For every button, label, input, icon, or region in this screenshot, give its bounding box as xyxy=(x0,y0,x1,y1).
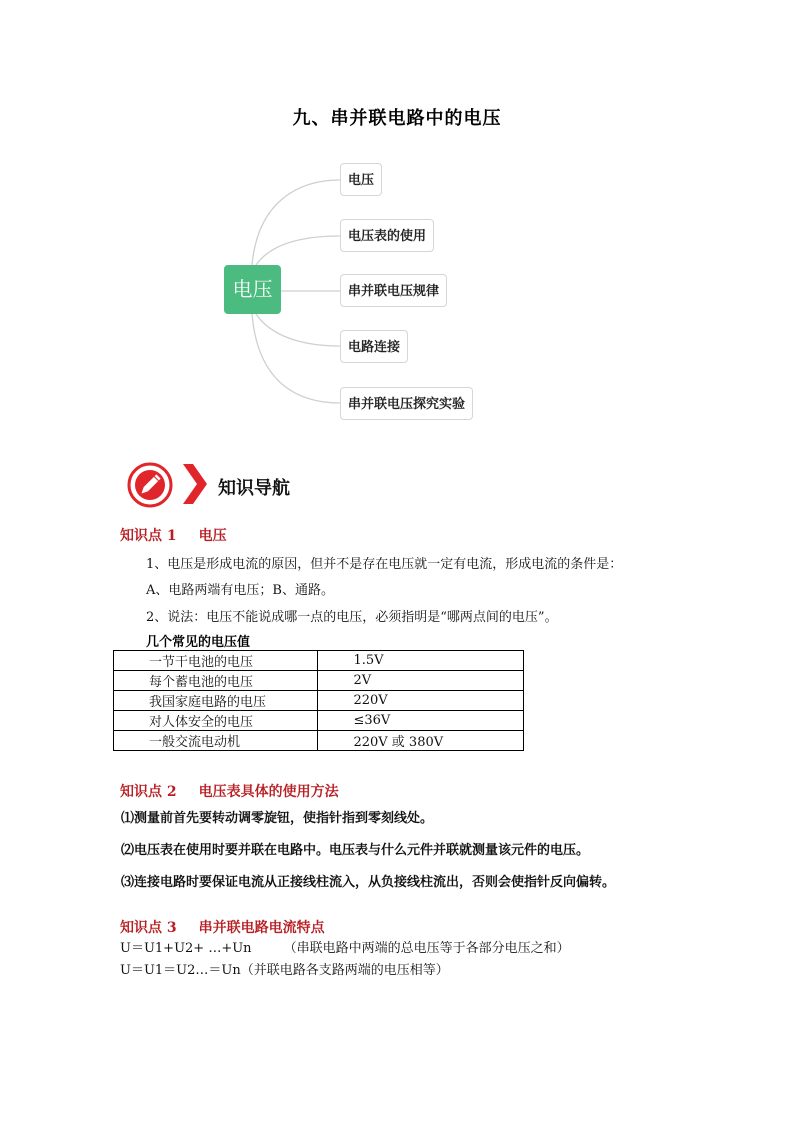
table-cell-label: 我国家庭电路的电压 xyxy=(114,691,318,711)
kp1-line-1: 1、电压是形成电流的原因，但并不是存在电压就一定有电流，形成电流的条件是： xyxy=(146,557,623,572)
kp3-title: 串并联电路电流特点 xyxy=(198,920,325,936)
kp2-number: 知识点 2 xyxy=(120,784,177,800)
formula-series-note: （串联电路中两端的总电压等于各部分电压之和） xyxy=(283,941,570,956)
kp3-formula-2 xyxy=(120,959,449,978)
kp2-item-3: ⑶连接电路时要保证电流从正接线柱流入，从负接线柱流出，否则会使指针反向偏转。 xyxy=(121,875,616,890)
mindmap-branch-series-parallel-rule[interactable]: 串并联电压规律 xyxy=(340,274,447,307)
voltage-table xyxy=(113,650,524,751)
kp1-line-2: A、电路两端有电压；B、通路。 xyxy=(146,583,334,598)
mindmap-branch-voltmeter-use[interactable]: 电压表的使用 xyxy=(340,219,434,252)
kp2-title: 电压表具体的使用方法 xyxy=(198,784,339,800)
kp1-title: 电压 xyxy=(198,528,227,544)
mindmap-branch-circuit-connection[interactable]: 电路连接 xyxy=(340,330,408,363)
table-cell-value: 2V xyxy=(318,671,524,691)
pencil-circle-icon xyxy=(127,462,173,508)
table-cell-label: 一般交流电动机 xyxy=(114,731,318,751)
kp2-item-2: ⑵电压表在使用时要并联在电路中。电压表与什么元件并联就测量该元件的电压。 xyxy=(121,843,590,858)
kp3-number: 知识点 3 xyxy=(120,920,177,936)
table-row xyxy=(114,711,524,731)
table-cell-value: 1.5V xyxy=(318,651,524,671)
kp2-item-1: ⑴测量前首先要转动调零旋钮，使指针指到零刻线处。 xyxy=(121,811,434,826)
kp2-heading xyxy=(120,781,339,801)
table-cell-value: ≤36V xyxy=(318,711,524,731)
table-cell-value: 220V xyxy=(318,691,524,711)
chevron-right-icon xyxy=(181,464,207,504)
kp3-heading xyxy=(120,917,325,937)
kp3-formula-1 xyxy=(120,937,570,956)
formula-series: U＝U1+U2+ …+Un xyxy=(120,941,252,956)
table-cell-label: 对人体安全的电压 xyxy=(114,711,318,731)
mindmap-branch-voltage[interactable]: 电压 xyxy=(340,163,382,196)
table-cell-label: 每个蓄电池的电压 xyxy=(114,671,318,691)
mindmap-center-node[interactable]: 电压 xyxy=(224,265,281,314)
table-cell-value: 220V 或 380V xyxy=(318,731,524,751)
table-row xyxy=(114,691,524,711)
kp1-heading xyxy=(120,525,227,545)
page-title: 九、串并联电路中的电压 xyxy=(292,108,502,129)
mindmap-branch-experiment[interactable]: 串并联电压探究实验 xyxy=(340,387,473,420)
formula-parallel: U＝U1＝U2…＝Un xyxy=(120,963,241,978)
table-title: 几个常见的电压值 xyxy=(146,635,251,650)
table-row xyxy=(114,651,524,671)
formula-parallel-note: （并联电路各支路两端的电压相等） xyxy=(240,963,449,978)
table-row xyxy=(114,731,524,751)
section-title: 知识导航 xyxy=(218,478,290,499)
table-cell-label: 一节干电池的电压 xyxy=(114,651,318,671)
kp1-number: 知识点 1 xyxy=(120,528,177,544)
table-row xyxy=(114,671,524,691)
kp1-line-3: 2、说法：电压不能说成哪一点的电压，必须指明是“哪两点间的电压”。 xyxy=(146,610,558,625)
